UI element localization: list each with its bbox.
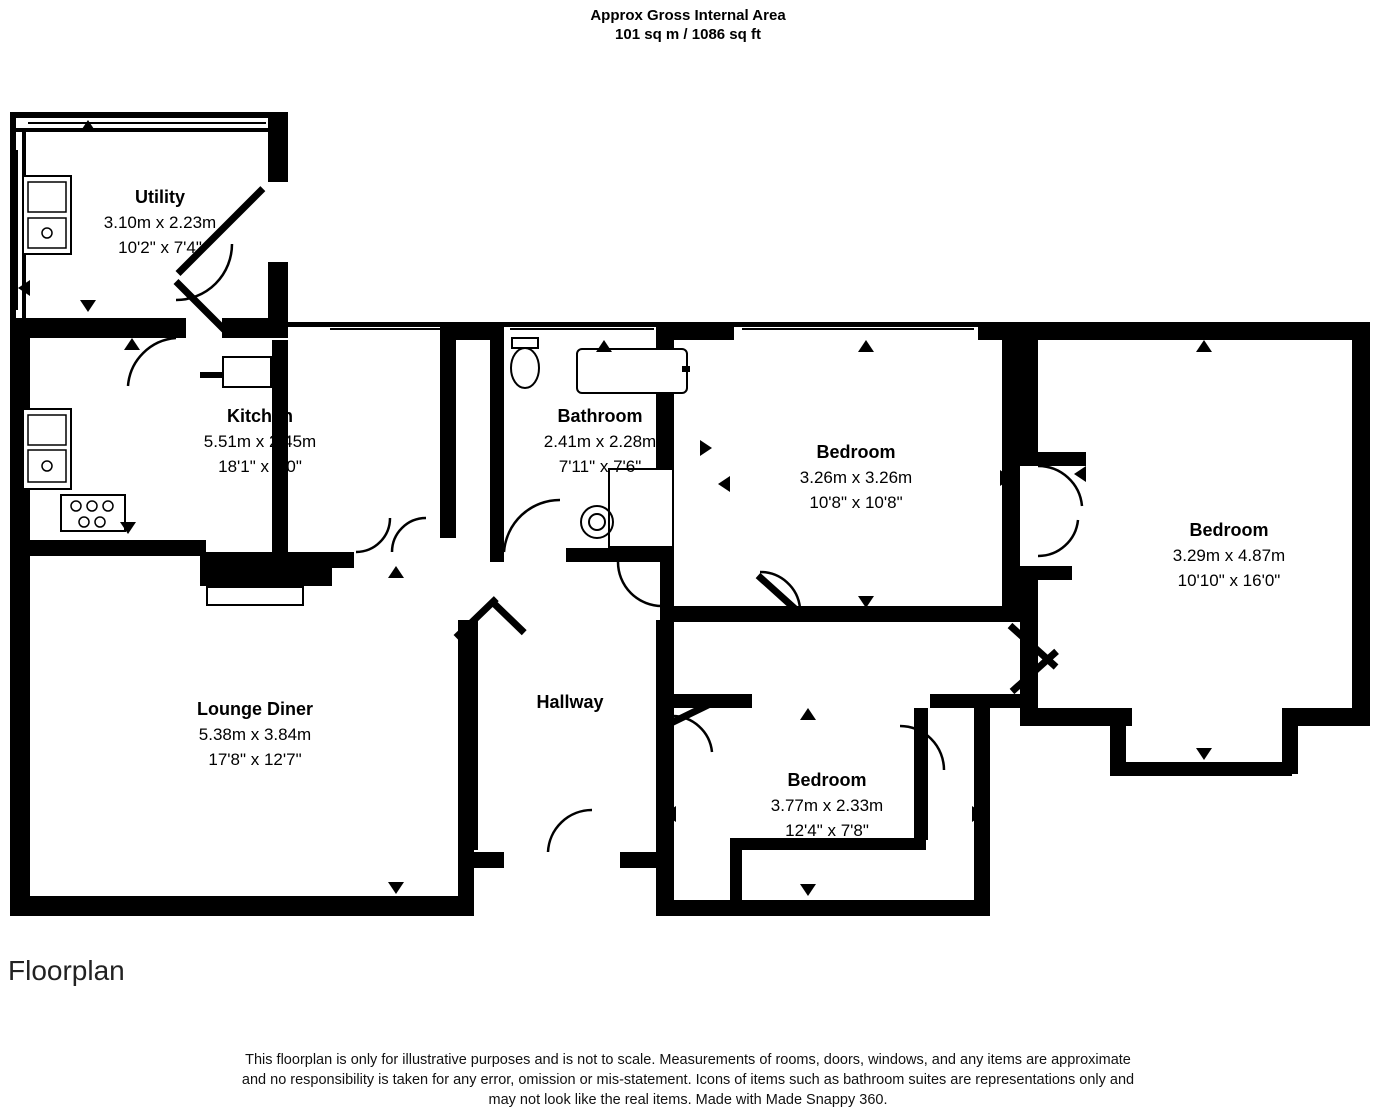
- room-metric-bedroom-2: 3.29m x 4.87m: [1172, 546, 1286, 565]
- room-imperial-bedroom-1: 10'8" x 10'8": [809, 493, 903, 512]
- room-imperial-bathroom: 7'11" x 7'6": [558, 457, 642, 476]
- room-metric-bedroom-3: 3.77m x 2.33m: [770, 796, 884, 815]
- room-imperial-kitchen: 18'1" x 8'0": [218, 457, 302, 476]
- room-name-bathroom: Bathroom: [557, 406, 643, 426]
- disclaimer-line-3: may not look like the real items. Made with Made Snappy 360.: [488, 1092, 888, 1108]
- area-header-line1: Approx Gross Internal Area: [590, 7, 786, 24]
- room-name-hallway: Hallway: [536, 692, 604, 712]
- bath-tap-icon: [682, 366, 690, 372]
- room-metric-utility: 3.10m x 2.23m: [103, 213, 217, 232]
- room-name-kitchen: Kitchen: [226, 406, 293, 426]
- room-metric-bathroom: 2.41m x 2.28m: [543, 432, 657, 451]
- room-name-lounge-diner: Lounge Diner: [197, 699, 313, 719]
- room-name-utility: Utility: [134, 187, 185, 207]
- room-label-kitchen: [140, 404, 380, 479]
- room-label-hallway: [470, 690, 670, 715]
- shower-head-icon: [581, 506, 613, 538]
- room-metric-bedroom-1: 3.26m x 3.26m: [799, 468, 913, 487]
- hob-icon: [71, 501, 113, 527]
- room-imperial-lounge-diner: 17'8" x 12'7": [208, 750, 302, 769]
- room-name-bedroom-1: Bedroom: [816, 442, 896, 462]
- room-name-bedroom-3: Bedroom: [787, 770, 867, 790]
- room-name-bedroom-2: Bedroom: [1189, 520, 1269, 540]
- page-title: Floorplan: [8, 955, 125, 986]
- kitchen-sink-icon: [28, 415, 66, 482]
- room-metric-lounge-diner: 5.38m x 3.84m: [198, 725, 312, 744]
- room-imperial-bedroom-2: 10'10" x 16'0": [1177, 571, 1281, 590]
- room-label-bathroom: [490, 404, 710, 479]
- disclaimer-line-1: This floorplan is only for illustrative purposes and is not to scale. Measurements of rooms, doors, windows, and any items are approximate: [245, 1052, 1131, 1068]
- area-header-line2: 101 sq m / 1086 sq ft: [615, 26, 761, 43]
- room-metric-kitchen: 5.51m x 2.45m: [203, 432, 317, 451]
- room-label-bedroom-3: [716, 768, 938, 843]
- room-imperial-utility: 10'2" x 7'4": [118, 238, 202, 257]
- toilet-icon: [511, 338, 539, 388]
- room-imperial-bedroom-3: 12'4" x 7'8": [785, 821, 869, 840]
- room-label-bedroom-2: [1104, 518, 1354, 593]
- room-label-lounge-diner: [130, 697, 380, 772]
- disclaimer-line-2: and no responsibility is taken for any error, omission or mis-statement. Icons of items such as bathroom suites are representations only and: [241, 1072, 1135, 1088]
- disclaimer: [0, 1050, 1376, 1110]
- room-label-bedroom-1: [746, 440, 966, 515]
- room-label-utility: [50, 185, 270, 260]
